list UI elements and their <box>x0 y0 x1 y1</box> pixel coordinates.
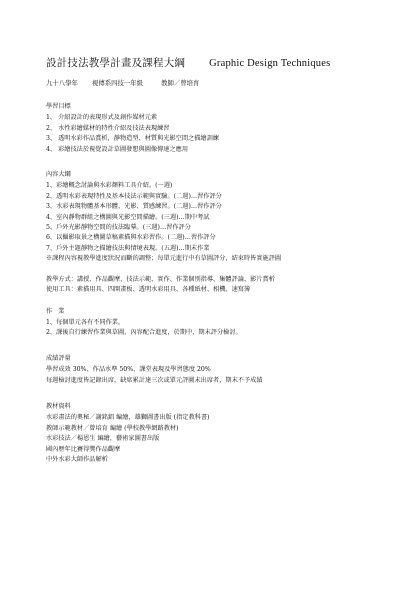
grading-heading: 成績評量 <box>46 354 71 362</box>
materials-section <box>46 402 400 465</box>
document-title <box>46 57 400 70</box>
learning-objectives <box>46 102 400 155</box>
content-item: 5、戶外光影靜物空間的技法臨摹。(三週)…習作評分 <box>46 224 191 232</box>
objective-item: 1、 介紹設計的表現形式及創作媒材元素 <box>46 114 158 122</box>
teacher-name: 教師／曾培育 <box>161 79 200 87</box>
homework-item: 2、課後自行練習作業與草圖，內容配合進度，於期中、期末評分檢討。 <box>46 329 242 337</box>
content-outline <box>46 170 400 265</box>
tools-line: 使用工具：素描用具、四開畫板、透明水彩用具、各種紙材、相機、速寫簿 <box>46 286 251 294</box>
content-item: 3、水彩表現物體基本形體、光影、質感練習。(二週)…習作評分 <box>46 203 222 211</box>
class-level: 視傳系四技一年級 <box>91 79 144 87</box>
material-item: 水彩技法／楊恩生 編繪，藝術家圖書出版 <box>46 435 160 443</box>
grading-section <box>46 354 400 386</box>
content-item: 2、透明水彩表現特性及基本技法示範與實驗。(二週)…習作評分 <box>46 192 222 200</box>
material-item: 水彩畫法的奧秘／謝銘錩 編繪，雄獅圖書出版 (指定教科書) <box>46 414 210 422</box>
objective-item: 4、 彩繪技法於視覺設計草圖發想與圖像傳達之應用 <box>46 145 189 153</box>
content-item: 1、彩繪概念討論與水彩顏料工具介紹。(一週) <box>46 182 173 190</box>
homework-item: 1、每個單元各有不同作業。 <box>46 318 125 326</box>
content-item: 6、以攝影取景之構圖草稿素描與水彩習作。(二週)…習作評分 <box>46 234 216 242</box>
content-item: 7、戶外主題靜物之描繪技法與情境表現。(五週)…期末作業 <box>46 244 210 252</box>
grading-item: 學習成效 30%、作品水準 50%、課堂表現及學習態度 20% <box>46 366 211 374</box>
homework-section <box>46 307 400 339</box>
materials-heading: 教材資料 <box>46 402 71 410</box>
homework-heading: 作業 <box>46 307 71 315</box>
objective-item: 2、 水性彩繪媒材的特性介紹及技法表現練習 <box>46 124 170 132</box>
material-item: 中外水彩大師作品解析 <box>46 455 108 463</box>
objectives-heading: 學習目標 <box>46 103 71 110</box>
content-heading: 內容大綱 <box>46 171 71 179</box>
title-chinese: 設計技法教學計畫及課程大綱 <box>46 57 186 69</box>
objective-item: 3、 透明水彩作品賞析，靜物造型、材質與光影空間之描繪訓練 <box>46 135 219 143</box>
grading-item: 每週檢討進度皆記錄出席，缺席累計達三次或單元評圖未出席者，期末不予成績 <box>46 376 263 384</box>
teaching-method <box>46 275 400 296</box>
academic-year: 九十八學年 <box>46 79 78 87</box>
material-item: 國內歷年比賽得獎作品觀摩 <box>46 445 121 453</box>
title-english: Graphic Design Techniques <box>209 58 331 69</box>
method-line: 教學方式：講授、作品觀摩、技法示範、實作、作業個別指導、集體評論、影片賞析 <box>46 275 275 283</box>
material-item: 教師示範教材／曾培育 編繪 (學校教學網路教材) <box>46 424 179 432</box>
content-item: 4、室內靜物群組之構圖與光影空間描繪。(三週)…期中考試 <box>46 213 210 221</box>
course-meta <box>46 79 400 88</box>
content-note: ※課程內容視教學進度狀況而斷的調整；每單元進行中有草圖評分，結束時皆實施評圖 <box>46 255 282 263</box>
